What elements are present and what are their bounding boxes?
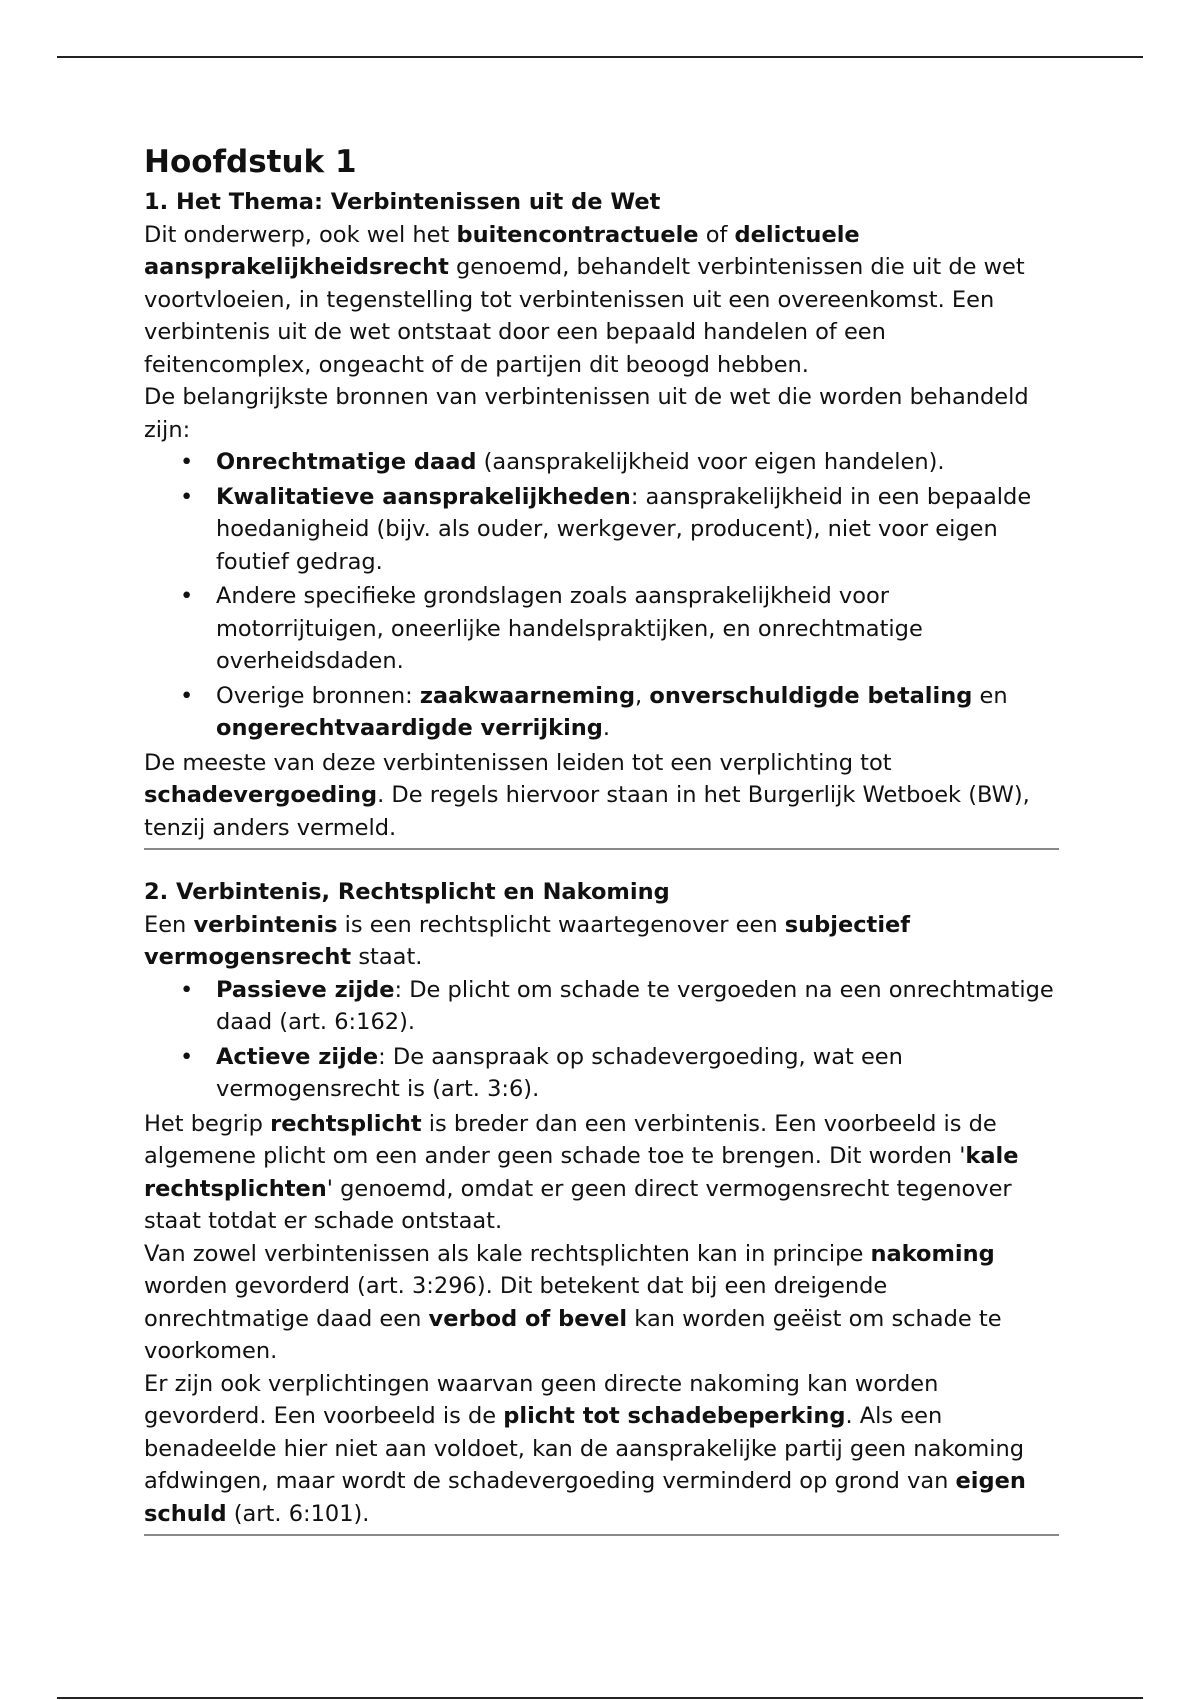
page-bottom-rule bbox=[57, 1697, 1143, 1699]
chapter-heading: Hoofdstuk 1 bbox=[144, 144, 357, 180]
page-top-rule bbox=[57, 56, 1143, 58]
section-1-title: 1. Het Thema: Verbintenissen uit de Wet bbox=[144, 189, 661, 215]
list-item: • Actieve zijde: De aanspraak op schadevergoeding, wat een vermogensrecht is (art. 3:6). bbox=[216, 1041, 1059, 1106]
section-2 bbox=[144, 876, 1059, 1536]
section-divider bbox=[144, 848, 1059, 850]
section-divider bbox=[144, 1534, 1059, 1536]
section-1-paragraph-2: De belangrijkste bronnen van verbintenissen uit de wet die worden behandeld zijn: bbox=[144, 384, 1029, 443]
section-2-paragraph-3: Van zowel verbintenissen als kale rechtsplichten kan in principe nakoming worden gevorderd (art. 3:296). Dit betekent dat bij een dreigende onrechtmatige daad een verbod of bevel kan worden geëist om schade te voorkomen. bbox=[144, 1240, 1002, 1364]
section-2-list bbox=[144, 974, 1059, 1106]
list-item: • Onrechtmatige daad (aansprakelijkheid voor eigen handelen). bbox=[216, 446, 1059, 479]
list-item: • Passieve zijde: De plicht om schade te vergoeden na een onrechtmatige daad (art. 6:162). bbox=[216, 974, 1059, 1039]
document-body bbox=[144, 138, 1059, 1562]
section-2-paragraph-1: Een verbintenis is een rechtsplicht waartegenover een subjectief vermogensrecht staat. bbox=[144, 911, 911, 970]
list-item: • Andere specifieke grondslagen zoals aansprakelijkheid voor motorrijtuigen, oneerlijke handelspraktijken, en onrechtmatige overheidsdaden. bbox=[216, 580, 1059, 678]
section-1-paragraph-1: Dit onderwerp, ook wel het buitencontractuele of delictuele aansprakelijkheidsrecht genoemd, behandelt verbintenissen die uit de wet voortvloeien, in tegenstelling tot verbintenissen uit een overeenkomst. Een verbintenis uit de wet ontstaat door een bepaald handelen of een feitencomplex, ongeacht of de partijen dit beoogd hebben. bbox=[144, 221, 1025, 378]
section-2-paragraph-4: Er zijn ook verplichtingen waarvan geen directe nakoming kan worden gevorderd. Een voorbeeld is de plicht tot schadebeperking. Als een benadeelde hier niet aan voldoet, kan de aansprakelijke partij geen nakoming afdwingen, maar wordt de schadevergoeding verminderd op grond van eigen schuld (art. 6:101). bbox=[144, 1370, 1026, 1527]
section-1-source-list bbox=[144, 446, 1059, 745]
section-2-paragraph-2: Het begrip rechtsplicht is breder dan een verbintenis. Een voorbeeld is de algemene plicht om een ander geen schade toe te brengen. Dit worden 'kale rechtsplichten' genoemd, omdat er geen direct vermogensrecht tegenover staat totdat er schade ontstaat. bbox=[144, 1110, 1019, 1234]
list-item: • Kwalitatieve aansprakelijkheden: aansprakelijkheid in een bepaalde hoedanigheid (bijv. als ouder, werkgever, producent), niet voor eigen foutief gedrag. bbox=[216, 481, 1059, 579]
section-2-title: 2. Verbintenis, Rechtsplicht en Nakoming bbox=[144, 879, 670, 905]
section-1-paragraph-3: De meeste van deze verbintenissen leiden tot een verplichting tot schadevergoeding. De regels hiervoor staan in het Burgerlijk Wetboek (BW), tenzij anders vermeld. bbox=[144, 749, 1030, 841]
list-item: • Overige bronnen: zaakwaarneming, onverschuldigde betaling en ongerechtvaardigde verrijking. bbox=[216, 680, 1059, 745]
section-1 bbox=[144, 186, 1059, 850]
